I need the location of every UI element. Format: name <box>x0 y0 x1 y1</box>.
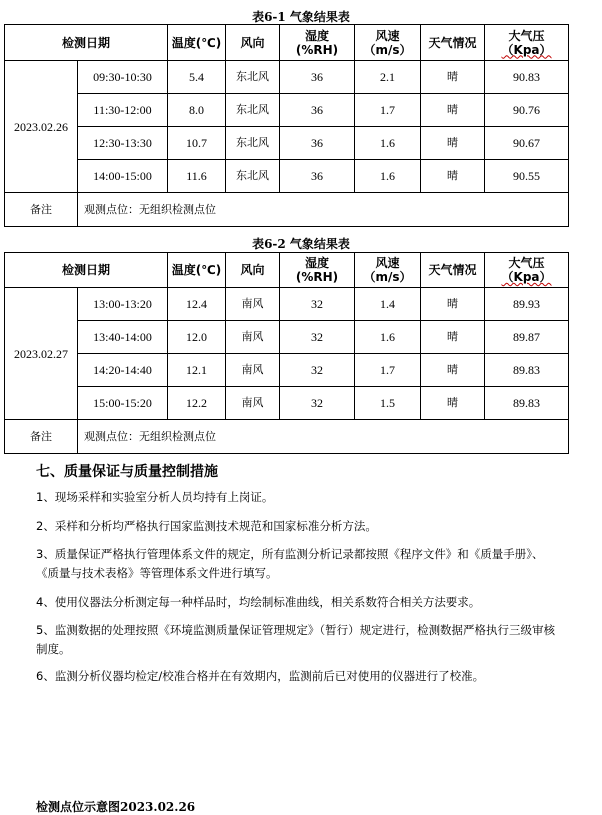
temp-cell: 5.4 <box>168 61 226 94</box>
wind-speed-cell: 2.1 <box>355 61 421 94</box>
table-header-row <box>5 25 569 61</box>
wind-speed-cell: 1.4 <box>355 288 421 321</box>
wind-speed-cell: 1.6 <box>355 127 421 160</box>
pressure-cell: 89.83 <box>485 354 569 387</box>
weather-cell: 晴 <box>421 354 485 387</box>
header-wind-speed: 风速 （m/s） <box>355 253 421 288</box>
pressure-cell: 90.83 <box>485 61 569 94</box>
header-weather: 天气情况 <box>421 253 485 288</box>
table-row <box>5 61 569 94</box>
remark-row <box>5 420 569 454</box>
wind-dir-cell: 东北风 <box>226 94 280 127</box>
time-cell: 11:30-12:00 <box>78 94 168 127</box>
humidity-cell: 36 <box>280 94 355 127</box>
table-header-row <box>5 253 569 288</box>
humidity-cell: 32 <box>280 354 355 387</box>
footer-title: 检测点位示意图2023.02.26 <box>36 800 196 814</box>
remark-text: 观测点位：无组织检测点位 <box>78 420 569 454</box>
measure-item-2: 2、采样和分析均严格执行国家监测技术规范和国家标准分析方法。 <box>36 519 377 533</box>
table2-caption: 表6-2 气象结果表 <box>252 237 350 251</box>
header-humidity: 湿度 (%RH) <box>280 253 355 288</box>
temp-cell: 8.0 <box>168 94 226 127</box>
temp-cell: 10.7 <box>168 127 226 160</box>
temp-cell: 12.2 <box>168 387 226 420</box>
temp-cell: 12.1 <box>168 354 226 387</box>
remark-label: 备注 <box>5 193 78 227</box>
header-temp: 温度(℃) <box>168 25 226 61</box>
time-cell: 15:00-15:20 <box>78 387 168 420</box>
pressure-cell: 90.55 <box>485 160 569 193</box>
table-row <box>5 127 569 160</box>
temp-cell: 11.6 <box>168 160 226 193</box>
pressure-cell: 90.67 <box>485 127 569 160</box>
time-cell: 14:20-14:40 <box>78 354 168 387</box>
wind-speed-cell: 1.7 <box>355 94 421 127</box>
header-wind-dir: 风向 <box>226 253 280 288</box>
humidity-cell: 36 <box>280 160 355 193</box>
header-humidity: 湿度 (%RH) <box>280 25 355 61</box>
wind-dir-cell: 南风 <box>226 321 280 354</box>
remark-label: 备注 <box>5 420 78 454</box>
time-cell: 12:30-13:30 <box>78 127 168 160</box>
measure-item-4: 4、使用仪器法分析测定每一种样品时，均绘制标准曲线，相关系数符合相关方法要求。 <box>36 595 481 609</box>
table1-caption: 表6-1 气象结果表 <box>252 10 350 24</box>
humidity-cell: 32 <box>280 288 355 321</box>
temp-cell: 12.0 <box>168 321 226 354</box>
wind-dir-cell: 东北风 <box>226 160 280 193</box>
date-cell: 2023.02.26 <box>5 61 78 193</box>
header-wind-dir: 风向 <box>226 25 280 61</box>
header-pressure: 大气压 （Kpa） <box>485 253 569 288</box>
measure-item-5: 5、监测数据的处理按照《环境监测质量保证管理规定》（暂行）规定进行，检测数据严格执行三级审核制度。 <box>36 623 556 656</box>
humidity-cell: 36 <box>280 127 355 160</box>
time-cell: 09:30-10:30 <box>78 61 168 94</box>
time-cell: 13:00-13:20 <box>78 288 168 321</box>
humidity-cell: 32 <box>280 321 355 354</box>
humidity-cell: 32 <box>280 387 355 420</box>
table-row <box>5 94 569 127</box>
header-date: 检测日期 <box>5 253 168 288</box>
section-title: 七、质量保证与质量控制措施 <box>36 464 218 480</box>
temp-cell: 12.4 <box>168 288 226 321</box>
wind-speed-cell: 1.6 <box>355 160 421 193</box>
date-cell: 2023.02.27 <box>5 288 78 420</box>
weather-cell: 晴 <box>421 288 485 321</box>
header-temp: 温度(℃) <box>168 253 226 288</box>
weather-cell: 晴 <box>421 127 485 160</box>
weather-cell: 晴 <box>421 387 485 420</box>
measure-item-6: 6、监测分析仪器均检定/校准合格并在有效期内，监测前后已对使用的仪器进行了校准。 <box>36 669 485 683</box>
measure-item-1: 1、现场采样和实验室分析人员均持有上岗证。 <box>36 490 274 504</box>
header-wind-speed: 风速 （m/s） <box>355 25 421 61</box>
weather-table-1 <box>4 24 569 227</box>
header-weather: 天气情况 <box>421 25 485 61</box>
header-pressure: 大气压 （Kpa） <box>485 25 569 61</box>
weather-cell: 晴 <box>421 160 485 193</box>
header-date: 检测日期 <box>5 25 168 61</box>
table-row <box>5 160 569 193</box>
weather-cell: 晴 <box>421 94 485 127</box>
wind-speed-cell: 1.7 <box>355 354 421 387</box>
weather-cell: 晴 <box>421 61 485 94</box>
pressure-cell: 89.93 <box>485 288 569 321</box>
wind-speed-cell: 1.5 <box>355 387 421 420</box>
wind-dir-cell: 东北风 <box>226 127 280 160</box>
table-row <box>5 387 569 420</box>
time-cell: 13:40-14:00 <box>78 321 168 354</box>
wind-dir-cell: 南风 <box>226 387 280 420</box>
remark-row <box>5 193 569 227</box>
weather-table-2 <box>4 252 569 454</box>
measure-item-3: 3、质量保证严格执行管理体系文件的规定，所有监测分析记录都按照《程序文件》和《质量手册》、《质量与技术表格》等管理体系文件进行填写。 <box>36 547 544 580</box>
table-row <box>5 321 569 354</box>
weather-cell: 晴 <box>421 321 485 354</box>
remark-text: 观测点位：无组织检测点位 <box>78 193 569 227</box>
table-row <box>5 288 569 321</box>
humidity-cell: 36 <box>280 61 355 94</box>
pressure-cell: 89.83 <box>485 387 569 420</box>
wind-dir-cell: 南风 <box>226 354 280 387</box>
table-row <box>5 354 569 387</box>
pressure-cell: 89.87 <box>485 321 569 354</box>
wind-dir-cell: 南风 <box>226 288 280 321</box>
wind-speed-cell: 1.6 <box>355 321 421 354</box>
time-cell: 14:00-15:00 <box>78 160 168 193</box>
pressure-cell: 90.76 <box>485 94 569 127</box>
wind-dir-cell: 东北风 <box>226 61 280 94</box>
